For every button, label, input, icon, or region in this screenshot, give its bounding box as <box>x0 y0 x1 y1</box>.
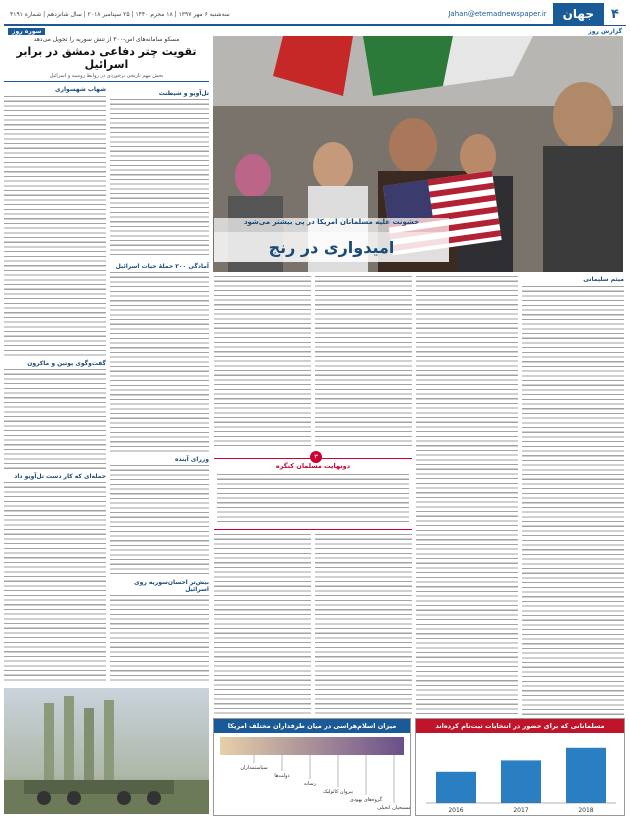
chart-bar <box>566 748 606 803</box>
pull-quote-heading: دونهایت مسلمان کنگره <box>275 462 351 470</box>
chart-category-label: رسانه <box>303 781 317 787</box>
article-column-3 <box>315 276 412 446</box>
section-badge: ۳ <box>310 451 322 463</box>
chart-tick-label: 2016 <box>448 807 464 814</box>
sidebar-middle-author: شهاب شهسواری <box>55 86 106 93</box>
chart-gradient-bar <box>220 737 404 755</box>
chart-title: میزان اسلام‌هراسی در میان طرفداران مختلف امریکا <box>214 719 410 733</box>
pull-quote <box>214 458 412 530</box>
article-column-6 <box>214 534 311 714</box>
sidebar-kicker: مسکو سامانه‌های اس-۳۰۰ از تنش سوریه را تحویل می‌دهد <box>33 36 180 43</box>
sidebar-middle-subhead: حمله‌ای که کار دست تل‌آویو داد <box>14 473 106 480</box>
article-column-2 <box>416 276 518 716</box>
sidebar-subhead: بیش‌تر احسان‌سوریه روی اسرائیل <box>134 579 209 593</box>
article-author: میثم سلیمانی <box>583 276 624 283</box>
section-label-right: گزارش روز <box>588 28 622 35</box>
missile-photo <box>4 688 209 814</box>
lead-kicker: خشونت علیه مسلمانان امریکا در پی بیشتر می‌شود <box>214 218 449 232</box>
chart-bar <box>501 760 541 803</box>
islamophobia-chart <box>213 718 411 816</box>
sidebar-column-1 <box>110 86 209 684</box>
chart-category-label: پیروان کاتولیک <box>322 789 354 795</box>
article-column-5 <box>315 534 412 714</box>
section-label-left: سوره روز <box>8 28 45 35</box>
chart-plot <box>416 733 624 815</box>
chart-category-label: سیاستمداران <box>240 765 268 771</box>
page-header <box>4 4 626 26</box>
sidebar-subhead: وزرای آینده <box>174 456 209 463</box>
section-title: جهان <box>553 3 604 25</box>
chart-tick-label: 2018 <box>578 807 594 814</box>
voter-registration-chart <box>415 718 625 816</box>
chart-plot <box>214 733 410 815</box>
chart-title: مسلمانانی که برای حضور در انتخابات ثبت‌نام کرده‌اند <box>416 719 624 733</box>
article-column-1 <box>522 276 624 716</box>
page-number: ۴ <box>604 3 626 25</box>
chart-category-label: مسیحیان انجیلی <box>377 805 410 811</box>
sidebar-subhead: تل‌آویو و شیطنت <box>158 90 209 97</box>
sidebar-subhead: آمادگی ۲۰۰ حملهٔ حیات اسرائیل <box>115 263 209 270</box>
sidebar-title: تقویت چتر دفاعی دمشق در برابر اسرائیل <box>16 45 197 71</box>
chart-tick-label: 2017 <box>513 807 529 814</box>
article-column-4 <box>214 276 311 446</box>
sidebar-story-header <box>4 36 209 82</box>
lead-headline: امیدواری در رنج <box>214 232 449 262</box>
sidebar-middle-subhead: گفت‌وگوی پوتین و ماکرون <box>27 360 106 367</box>
date-line: سه‌شنبه ۶ مهر ۱۳۹۷ | ۱۸ محرم ۱۴۴۰ | ۲۵ سپتامبر ۲۰۱۸ | سال شانزدهم | شماره ۴۱۹۱ <box>10 10 230 18</box>
chart-bar <box>436 772 476 803</box>
sidebar-summary: بخش مهم تاریخی برخوردی در روابط روسیه و اسرائیل <box>49 73 164 79</box>
sidebar-column-2 <box>4 86 106 684</box>
chart-category-label: دولت‌ها <box>274 773 290 779</box>
chart-category-label: گروه‌های یهودی <box>349 797 383 803</box>
section-email[interactable]: Jahan@etemadnewspaper.ir <box>448 10 547 18</box>
